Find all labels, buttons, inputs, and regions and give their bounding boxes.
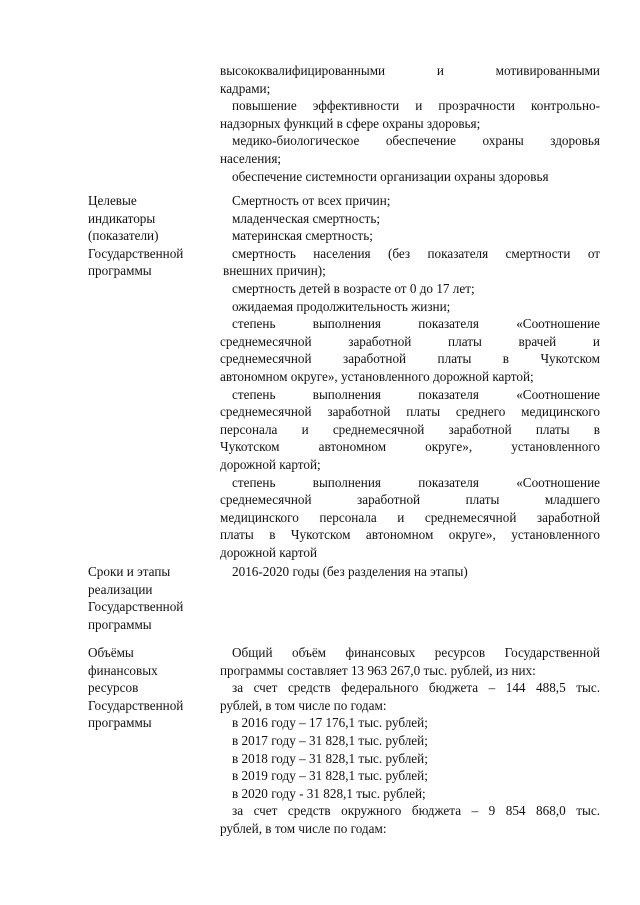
indicators-content <box>220 192 600 561</box>
text-line: персонала и среднемесячной заработной платы в <box>220 421 600 437</box>
label-line: ресурсов <box>88 680 139 696</box>
finance-label <box>88 644 206 732</box>
text-line: среднемесячной заработной платы врачей и <box>220 333 600 349</box>
text-line: за счет средств окружного бюджета – 9 854 868,0 тыс. <box>232 803 600 819</box>
text-line: Чукотском автономном округе», установленного <box>220 439 600 455</box>
text-line: высококвалифицированными и мотивированными <box>220 63 600 78</box>
text-line: среднемесячной заработной платы младшего <box>220 492 600 508</box>
text-line: смертность детей в возрасте от 0 до 17 лет; <box>232 280 475 296</box>
text-line: дорожной картой <box>220 544 317 560</box>
label-line: Государственной <box>88 245 184 261</box>
label-line: финансовых <box>88 662 158 678</box>
text-line: степень выполнения показателя «Соотношение <box>232 316 600 332</box>
text-line: в 2018 году – 31 828,1 тыс. рублей; <box>232 750 428 766</box>
text-line: платы в Чукотском автономном округе», установленного <box>220 527 600 543</box>
text-line: в 2017 году – 31 828,1 тыс. рублей; <box>232 732 428 748</box>
text-line: среднемесячной заработной платы среднего медицинского <box>220 404 600 420</box>
text-line: ожидаемая продолжительность жизни; <box>232 298 451 314</box>
label-line: Объёмы <box>88 645 134 660</box>
text-line: смертность населения (без показателя смертности от <box>232 245 600 261</box>
text-line: медико-биологическое обеспечение охраны здоровья <box>232 133 600 149</box>
label-line: Государственной <box>88 599 184 615</box>
text-line: кадрами; <box>220 80 271 96</box>
text-line: автономном округе», установленного дорожной картой; <box>220 368 534 384</box>
indicators-label <box>88 192 206 280</box>
label-line: индикаторы <box>88 210 156 226</box>
text-line: степень выполнения показателя «Соотношение <box>232 386 600 402</box>
terms-content <box>220 563 600 581</box>
label-line: программы <box>88 616 152 632</box>
text-line: степень выполнения показателя «Соотношение <box>232 474 600 490</box>
text-line: в 2016 году – 17 176,1 тыс. рублей; <box>232 715 428 731</box>
text-line: обеспечение системности организации охраны здоровья <box>232 168 549 184</box>
text-line: за счет средств федерального бюджета – 144 488,5 тыс. <box>232 680 600 696</box>
text-line: рублей, в том числе по годам: <box>220 697 387 713</box>
text-line: населения; <box>220 150 282 166</box>
text-line: среднемесячной заработной платы в Чукотском <box>220 351 600 367</box>
text-line: программы составляет 13 963 267,0 тыс. рублей, из них: <box>220 662 536 678</box>
text-line: медицинского персонала и среднемесячной заработной <box>220 509 600 525</box>
label-line: реализации <box>88 581 153 597</box>
text-line: Смертность от всех причин; <box>232 193 391 208</box>
label-line: программы <box>88 715 152 731</box>
text-line: дорожной картой; <box>220 456 321 472</box>
label-line: Сроки и этапы <box>88 564 171 579</box>
text-line: младенческая смертность; <box>232 210 380 226</box>
label-line: программы <box>88 263 152 279</box>
label-line: Государственной <box>88 697 184 713</box>
text-line: в 2019 году – 31 828,1 тыс. рублей; <box>232 768 428 784</box>
finance-content <box>220 644 600 838</box>
text-line: повышение эффективности и прозрачности контрольно- <box>232 98 600 114</box>
text-line: внешних причин); <box>223 263 326 279</box>
label-line: (показатели) <box>88 228 159 244</box>
text-line: материнская смертность; <box>232 228 373 244</box>
text-line: в 2020 году - 31 828,1 тыс. рублей; <box>232 785 426 801</box>
top-block <box>220 62 600 185</box>
text-line: надзорных функций в сфере охраны здоровья; <box>220 115 481 131</box>
label-line: Целевые <box>88 193 137 208</box>
text-line: Общий объём финансовых ресурсов Государственной <box>232 645 600 660</box>
terms-label <box>88 563 206 633</box>
text-line: 2016-2020 годы (без разделения на этапы) <box>232 564 468 579</box>
text-line: рублей, в том числе по годам: <box>220 820 387 836</box>
